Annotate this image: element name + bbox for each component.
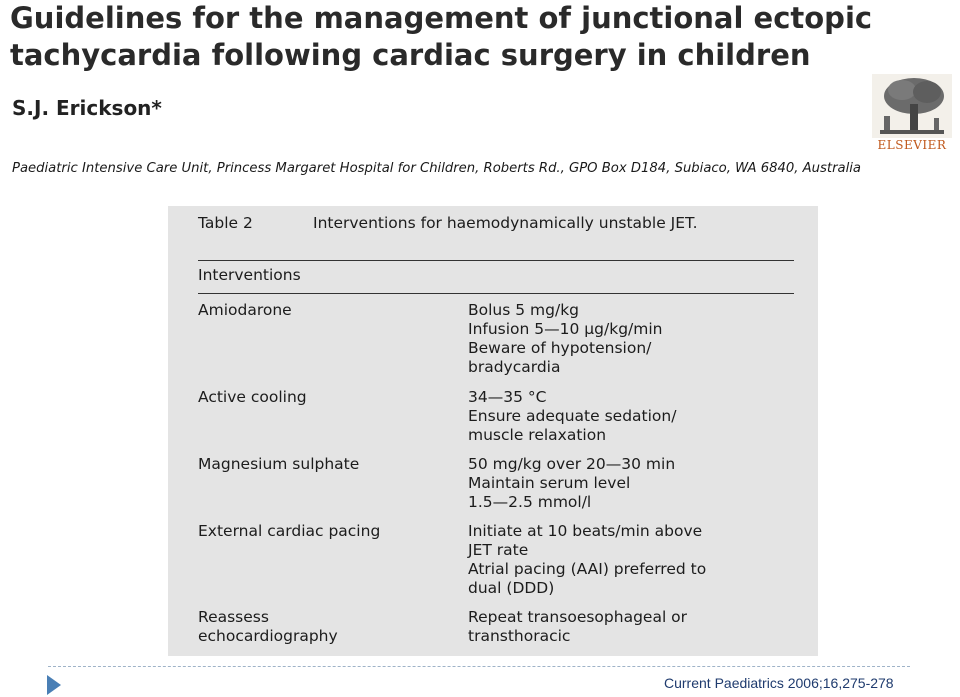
row-details: [468, 522, 808, 598]
row-intervention-name: Active cooling: [198, 388, 307, 406]
bullet-arrow-icon: [47, 675, 61, 695]
table-label: Table 2: [198, 214, 253, 232]
table-top-rule: [198, 260, 794, 261]
detail-line: 1.5—2.5 mmol/l: [468, 493, 592, 511]
detail-line: Infusion 5—10 µg/kg/min: [468, 320, 663, 338]
citation-text: Current Paediatrics 2006;16,275-278: [664, 675, 894, 691]
detail-line: 34—35 °C: [468, 388, 547, 406]
detail-line: Repeat transoesophageal or: [468, 608, 688, 626]
row-intervention-name: [198, 608, 458, 646]
detail-line: dual (DDD): [468, 579, 555, 597]
detail-line: transthoracic: [468, 627, 571, 645]
table-caption: [198, 214, 798, 233]
row-details: [468, 608, 808, 646]
table-caption-text: Interventions for haemodynamically unstable JET.: [313, 214, 698, 232]
table-header-rule: [198, 293, 794, 294]
name-line: echocardiography: [198, 627, 338, 645]
row-details: [468, 455, 808, 512]
detail-line: 50 mg/kg over 20—30 min: [468, 455, 676, 473]
row-details: [468, 388, 808, 445]
detail-line: bradycardia: [468, 358, 561, 376]
table-column-header: Interventions: [198, 266, 301, 284]
footer-divider: [48, 666, 910, 667]
elsevier-logo-text: ELSEVIER: [877, 138, 947, 152]
detail-line: Bolus 5 mg/kg: [468, 301, 580, 319]
row-intervention-name: External cardiac pacing: [198, 522, 381, 540]
paper-title: Guidelines for the management of junctional ectopic tachycardia following cardiac surgery in children: [10, 1, 873, 72]
row-intervention-name: Magnesium sulphate: [198, 455, 360, 473]
row-intervention-name: Amiodarone: [198, 301, 292, 319]
detail-line: Initiate at 10 beats/min above: [468, 522, 703, 540]
detail-line: Ensure adequate sedation/: [468, 407, 677, 425]
paper-affiliation: Paediatric Intensive Care Unit, Princess Margaret Hospital for Children, Roberts Rd., GPO Box D184, Subiaco, WA 6840, Australia: [12, 161, 861, 176]
name-line: Reassess: [198, 608, 269, 626]
detail-line: muscle relaxation: [468, 426, 607, 444]
table-figure: [168, 206, 818, 656]
row-details: [468, 301, 808, 377]
paper-author: S.J. Erickson*: [12, 96, 162, 120]
detail-line: Beware of hypotension/: [468, 339, 652, 357]
detail-line: Atrial pacing (AAI) preferred to: [468, 560, 707, 578]
detail-line: Maintain serum level: [468, 474, 631, 492]
detail-line: JET rate: [468, 541, 529, 559]
